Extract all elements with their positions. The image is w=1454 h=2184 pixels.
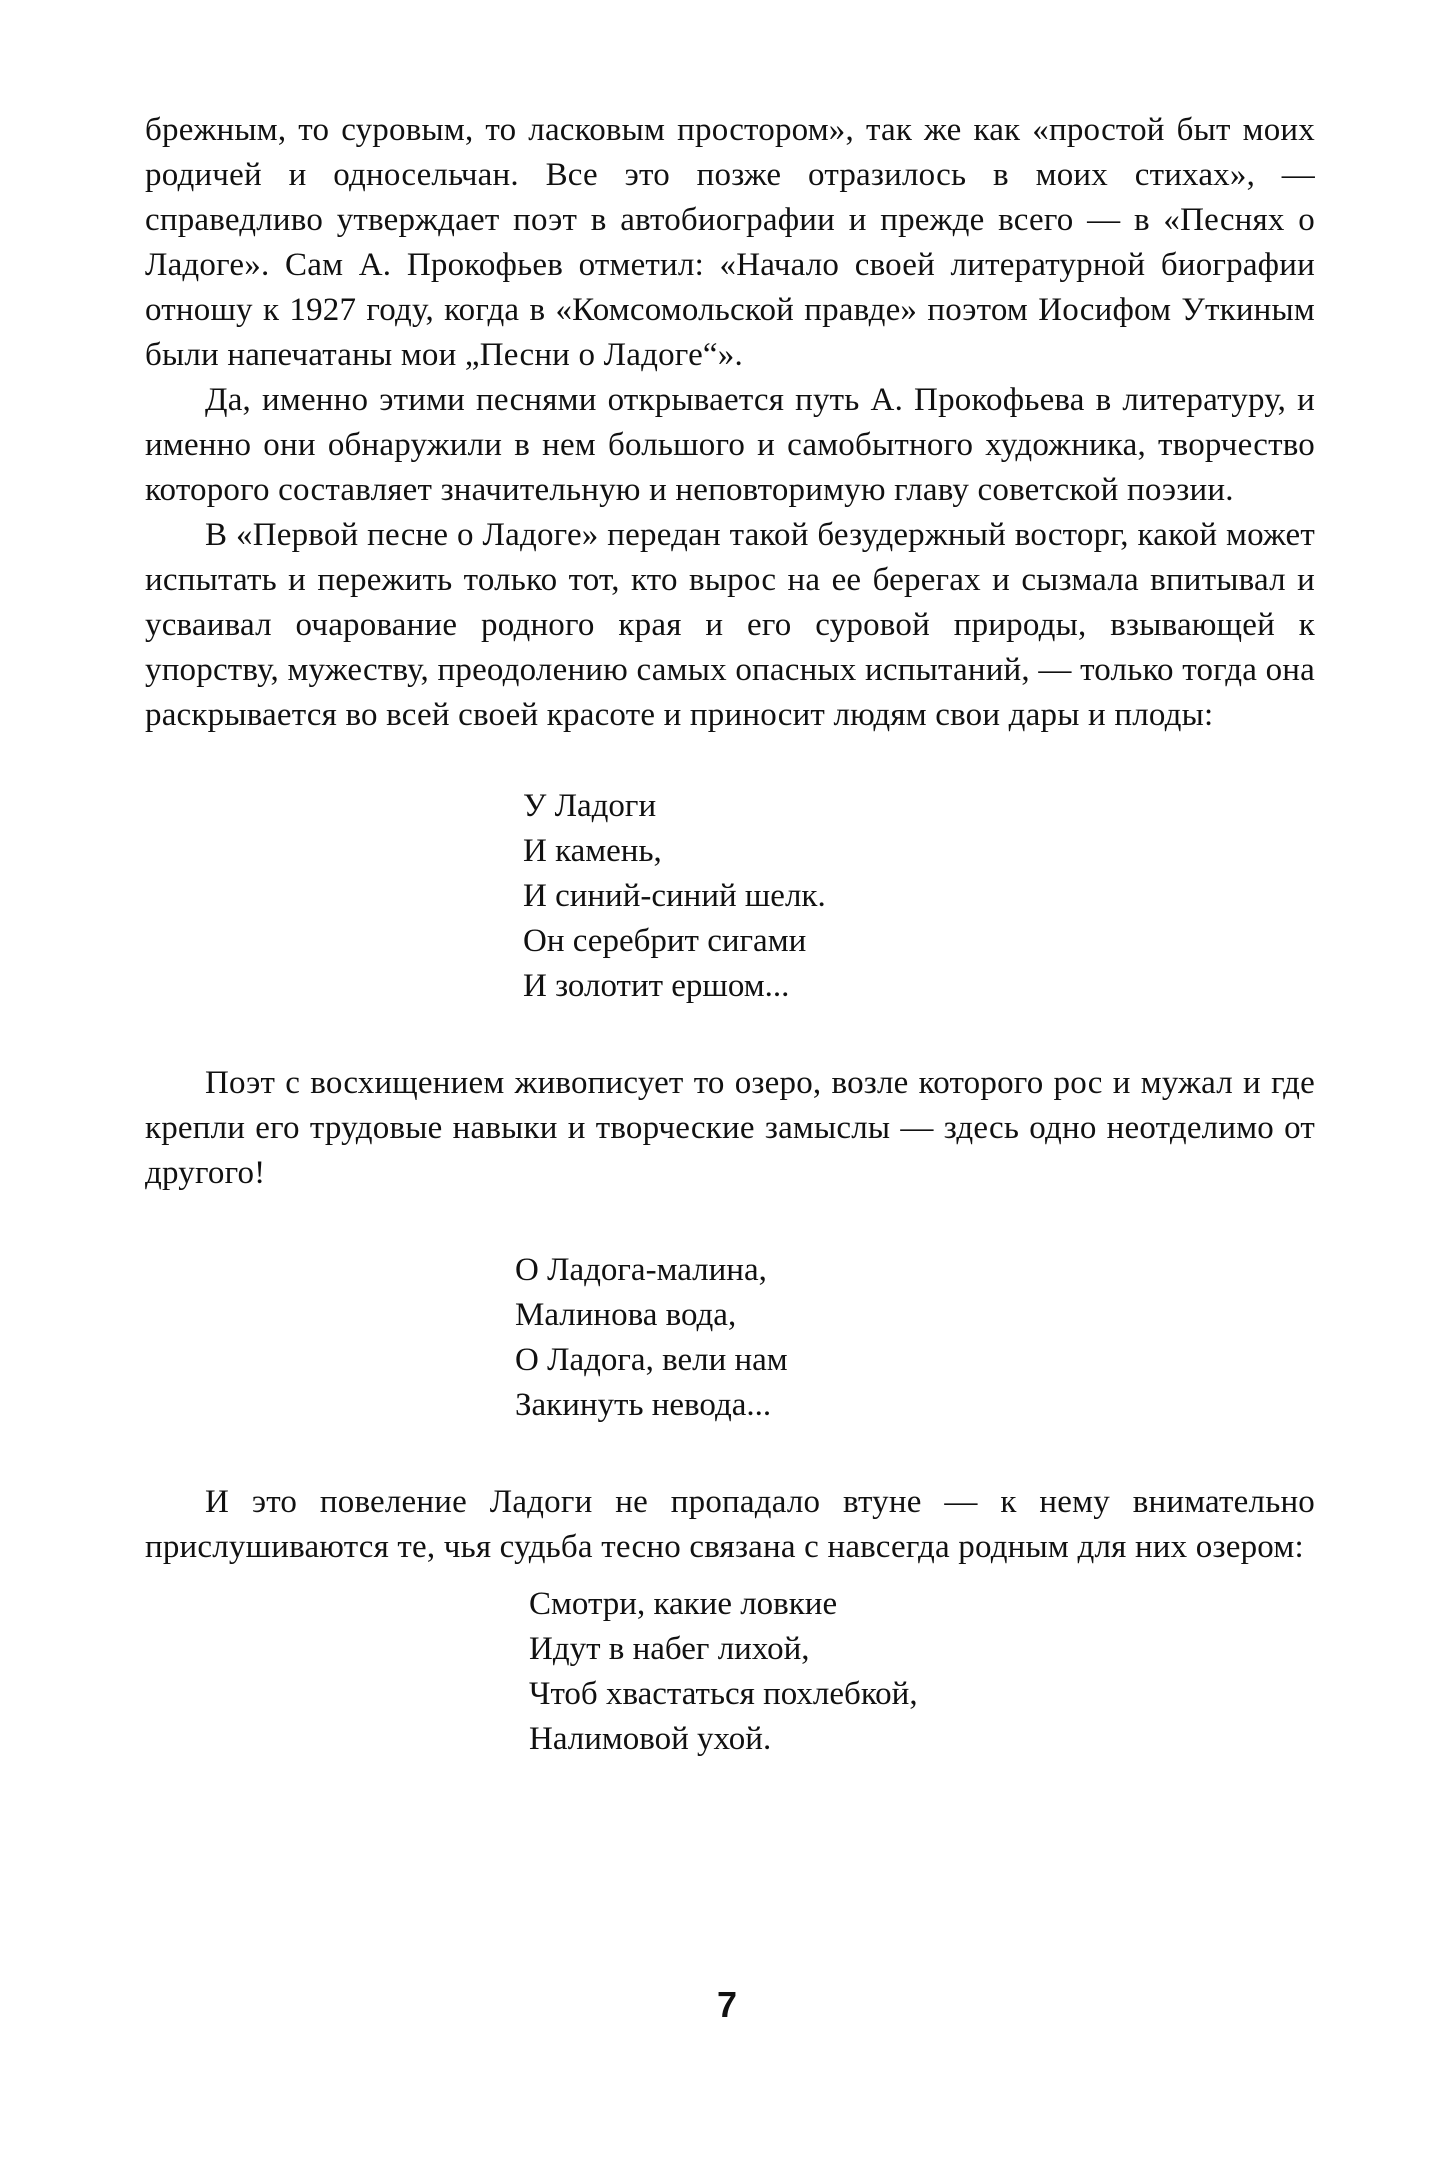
poem-line: И золотит ершом... [523,968,790,1004]
poem-line: Закинуть невода... [515,1387,772,1423]
poem-excerpt [523,784,1315,1009]
poem-line: Идут в набег лихой, [529,1631,810,1667]
paragraph: брежным, то суровым, то ласковым простором», так же как «простой быт моих родичей и односельчан. Все это позже отразилось в моих стихах», — справедливо утверждает поэт в автобиографии и прежде всего — в «Песнях о Ладоге». Сам А. Прокофьев отметил: «Начало своей литературной биографии отношу к 1927 году, когда в «Комсомольской правде» поэтом Иосифом Уткиным были напечатаны мои „Песни о Ладоге“». [145,112,1315,373]
paragraph: Да, именно этими песнями открывается путь А. Прокофьева в литературу, и именно они обнаружили в нем большого и самобытного художника, творчество которого составляет значительную и неповторимую главу советской поэзии. [145,382,1315,508]
poem-line: И камень, [523,833,662,869]
poem-line: У Ладоги [523,788,657,824]
poem-excerpt [515,1248,1315,1428]
paragraph: В «Первой песне о Ладоге» передан такой безудержный восторг, какой может испытать и пережить только тот, кто вырос на ее берегах и сызмала впитывал и усваивал очарование родного края и его суровой природы, взывающей к упорству, мужеству, преодолению самых опасных испытаний, — только тогда она раскрывается во всей своей красоте и приносит людям свои дары и плоды: [145,517,1315,733]
paragraph: Поэт с восхищением живописует то озеро, возле которого рос и мужал и где крепли его трудовые навыки и творческие замыслы — здесь одно неотделимо от другого! [145,1065,1315,1191]
paragraph: И это повеление Ладоги не пропадало втуне — к нему внимательно прислушиваются те, чья судьба тесно связана с навсегда родным для них озером: [145,1484,1315,1565]
poem-excerpt [529,1582,1315,1762]
poem-line: Чтоб хвастаться похлебкой, [529,1676,918,1712]
poem-line: Налимовой ухой. [529,1721,772,1757]
page-body [145,108,1315,1762]
poem-line: О Ладога, вели нам [515,1342,788,1378]
page-number: 7 [716,1984,738,2025]
poem-line: Он серебрит сигами [523,923,807,959]
poem-line: Малинова вода, [515,1297,737,1333]
poem-line: Смотри, какие ловкие [529,1586,838,1622]
poem-line: О Ладога-малина, [515,1252,767,1288]
poem-line: И синий-синий шелк. [523,878,826,914]
